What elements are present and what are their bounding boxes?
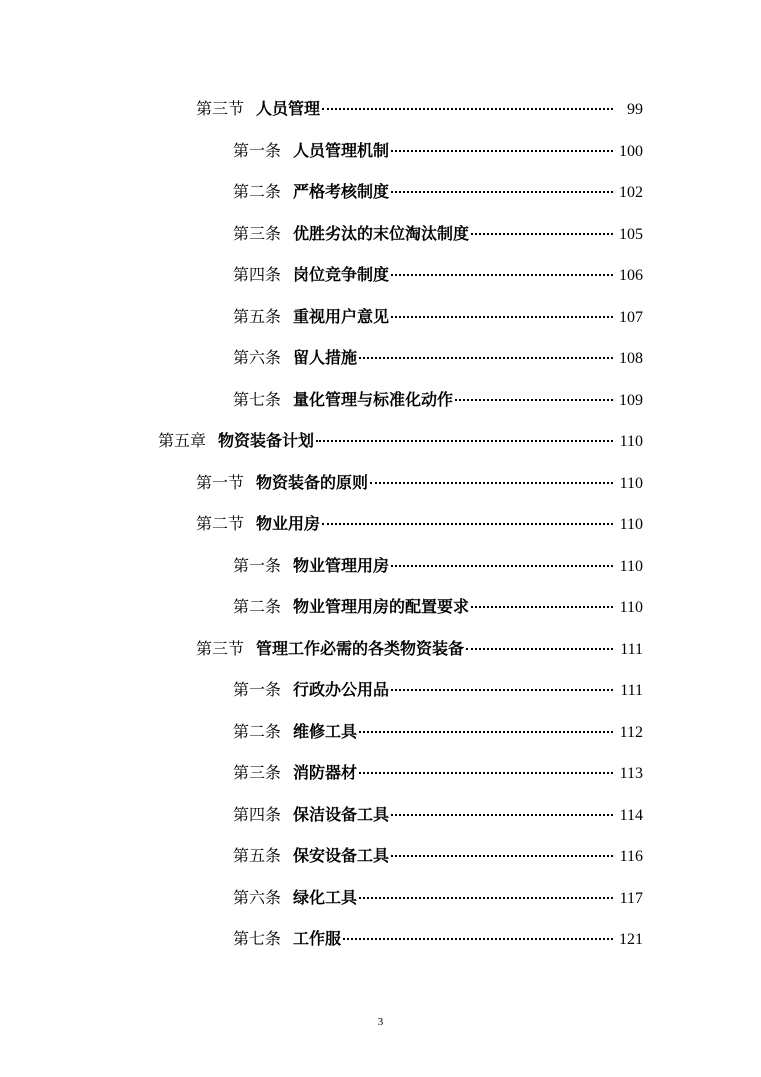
dot-leader — [316, 440, 613, 442]
toc-entry-title: 维修工具 — [293, 721, 358, 741]
toc-entry-page: 110 — [619, 557, 643, 575]
dot-leader — [466, 648, 613, 650]
toc-entry[interactable] — [0, 545, 761, 587]
toc-entry-page: 110 — [619, 474, 643, 492]
dot-leader — [391, 814, 613, 816]
toc-entry[interactable] — [0, 379, 761, 421]
toc-entry-prefix: 第五条 — [233, 846, 282, 865]
toc-entry-title: 岗位竞争制度 — [293, 265, 390, 284]
toc-entry-prefix: 第三条 — [233, 223, 282, 243]
dot-leader — [370, 482, 613, 484]
toc-entry-title: 严格考核制度 — [293, 182, 390, 201]
toc-entry-prefix: 第二条 — [233, 182, 282, 201]
toc-entry-title: 保洁设备工具 — [293, 804, 390, 824]
toc-entry-title: 优胜劣汰的末位淘汰制度 — [293, 223, 470, 243]
dot-leader — [359, 897, 613, 899]
toc-entry-title: 保安设备工具 — [293, 846, 390, 865]
toc-entry-page: 116 — [619, 848, 643, 865]
toc-entry-page: 106 — [619, 267, 643, 284]
toc-entry-page: 111 — [620, 682, 643, 699]
toc-entry-prefix: 第七条 — [233, 389, 282, 409]
dot-leader — [359, 772, 613, 774]
toc-entry[interactable] — [0, 420, 761, 462]
toc-entry[interactable] — [0, 711, 761, 753]
toc-entry[interactable] — [0, 337, 761, 379]
dot-leader — [391, 274, 613, 276]
toc-entry-prefix: 第二条 — [233, 597, 282, 616]
toc-entry[interactable] — [0, 503, 761, 545]
toc-entry-title: 行政办公用品 — [293, 680, 390, 699]
toc-entry-page: 110 — [619, 516, 643, 533]
toc-entry-page: 105 — [619, 225, 643, 243]
toc-entry-prefix: 第二条 — [233, 721, 282, 741]
toc-entry-title: 量化管理与标准化动作 — [293, 389, 454, 409]
toc-entry[interactable] — [0, 88, 761, 130]
toc-entry[interactable] — [0, 213, 761, 255]
toc-entry-title: 绿化工具 — [293, 887, 358, 907]
dot-leader — [391, 855, 613, 857]
dot-leader — [359, 731, 613, 733]
toc-entry-title: 物业管理用房 — [293, 555, 390, 575]
toc-entry-title: 物业管理用房的配置要求 — [293, 597, 470, 616]
toc-entry-prefix: 第一条 — [233, 555, 282, 575]
dot-leader — [391, 565, 613, 567]
toc-entry-prefix: 第六条 — [233, 887, 282, 907]
toc-entry-title: 物业用房 — [256, 514, 321, 533]
toc-entry[interactable] — [0, 835, 761, 877]
toc-entry-title: 留人措施 — [293, 348, 358, 367]
toc-entry-prefix: 第四条 — [233, 804, 282, 824]
dot-leader — [471, 606, 613, 608]
toc-entry-page: 99 — [627, 101, 643, 118]
toc-entry-prefix: 第三条 — [233, 763, 282, 782]
dot-leader — [359, 357, 613, 359]
toc-entry-prefix: 第七条 — [233, 929, 282, 948]
dot-leader — [322, 108, 613, 110]
dot-leader — [391, 191, 613, 193]
dot-leader — [455, 399, 613, 401]
toc-entry-prefix: 第五条 — [233, 306, 282, 326]
toc-entry-title: 物资装备计划 — [218, 431, 315, 450]
dot-leader — [343, 938, 613, 940]
dot-leader — [471, 233, 613, 235]
dot-leader — [322, 523, 613, 525]
toc-entry[interactable] — [0, 918, 761, 960]
toc-entry-prefix: 第一条 — [233, 140, 282, 160]
toc-entry-page: 113 — [619, 765, 643, 782]
toc-entry-page: 100 — [619, 142, 643, 160]
toc-entry-title: 人员管理机制 — [293, 140, 390, 160]
toc-entry-title: 物资装备的原则 — [256, 472, 369, 492]
page-number: 3 — [377, 1016, 384, 1028]
toc-entry-page: 110 — [619, 599, 643, 616]
toc-entry-page: 108 — [619, 350, 643, 367]
toc-entry[interactable] — [0, 794, 761, 836]
toc-entry-title: 重视用户意见 — [293, 306, 390, 326]
toc-entry[interactable] — [0, 877, 761, 919]
toc-entry-page: 102 — [619, 184, 643, 201]
toc-entry[interactable] — [0, 296, 761, 338]
toc-entry[interactable] — [0, 669, 761, 711]
toc-entry[interactable] — [0, 171, 761, 213]
toc-entry[interactable] — [0, 628, 761, 670]
toc-entry[interactable] — [0, 752, 761, 794]
toc-entry-prefix: 第四条 — [233, 265, 282, 284]
toc-entry-page: 107 — [619, 308, 643, 326]
toc-entry-title: 人员管理 — [256, 99, 321, 118]
toc-entry-title: 管理工作必需的各类物资装备 — [256, 638, 465, 658]
toc-entry-prefix: 第二节 — [196, 514, 245, 533]
toc-entry-title: 工作服 — [293, 929, 342, 948]
toc-entry-prefix: 第一节 — [196, 472, 245, 492]
toc-entry-page: 117 — [619, 889, 643, 907]
toc-entry-page: 121 — [619, 931, 643, 948]
dot-leader — [391, 316, 613, 318]
toc-entry[interactable] — [0, 254, 761, 296]
table-of-contents — [0, 88, 761, 960]
dot-leader — [391, 150, 613, 152]
toc-entry-page: 114 — [619, 806, 643, 824]
toc-entry-page: 111 — [620, 640, 643, 658]
toc-entry[interactable] — [0, 130, 761, 172]
toc-entry-prefix: 第一条 — [233, 680, 282, 699]
toc-entry-prefix: 第三节 — [196, 99, 245, 118]
toc-entry-page: 109 — [619, 391, 643, 409]
toc-entry-page: 112 — [619, 723, 643, 741]
toc-entry-prefix: 第六条 — [233, 348, 282, 367]
toc-entry-prefix: 第五章 — [158, 431, 207, 450]
toc-entry[interactable] — [0, 586, 761, 628]
dot-leader — [391, 689, 613, 691]
toc-entry[interactable] — [0, 462, 761, 504]
toc-entry-title: 消防器材 — [293, 763, 358, 782]
toc-entry-prefix: 第三节 — [196, 638, 245, 658]
toc-entry-page: 110 — [619, 433, 643, 450]
